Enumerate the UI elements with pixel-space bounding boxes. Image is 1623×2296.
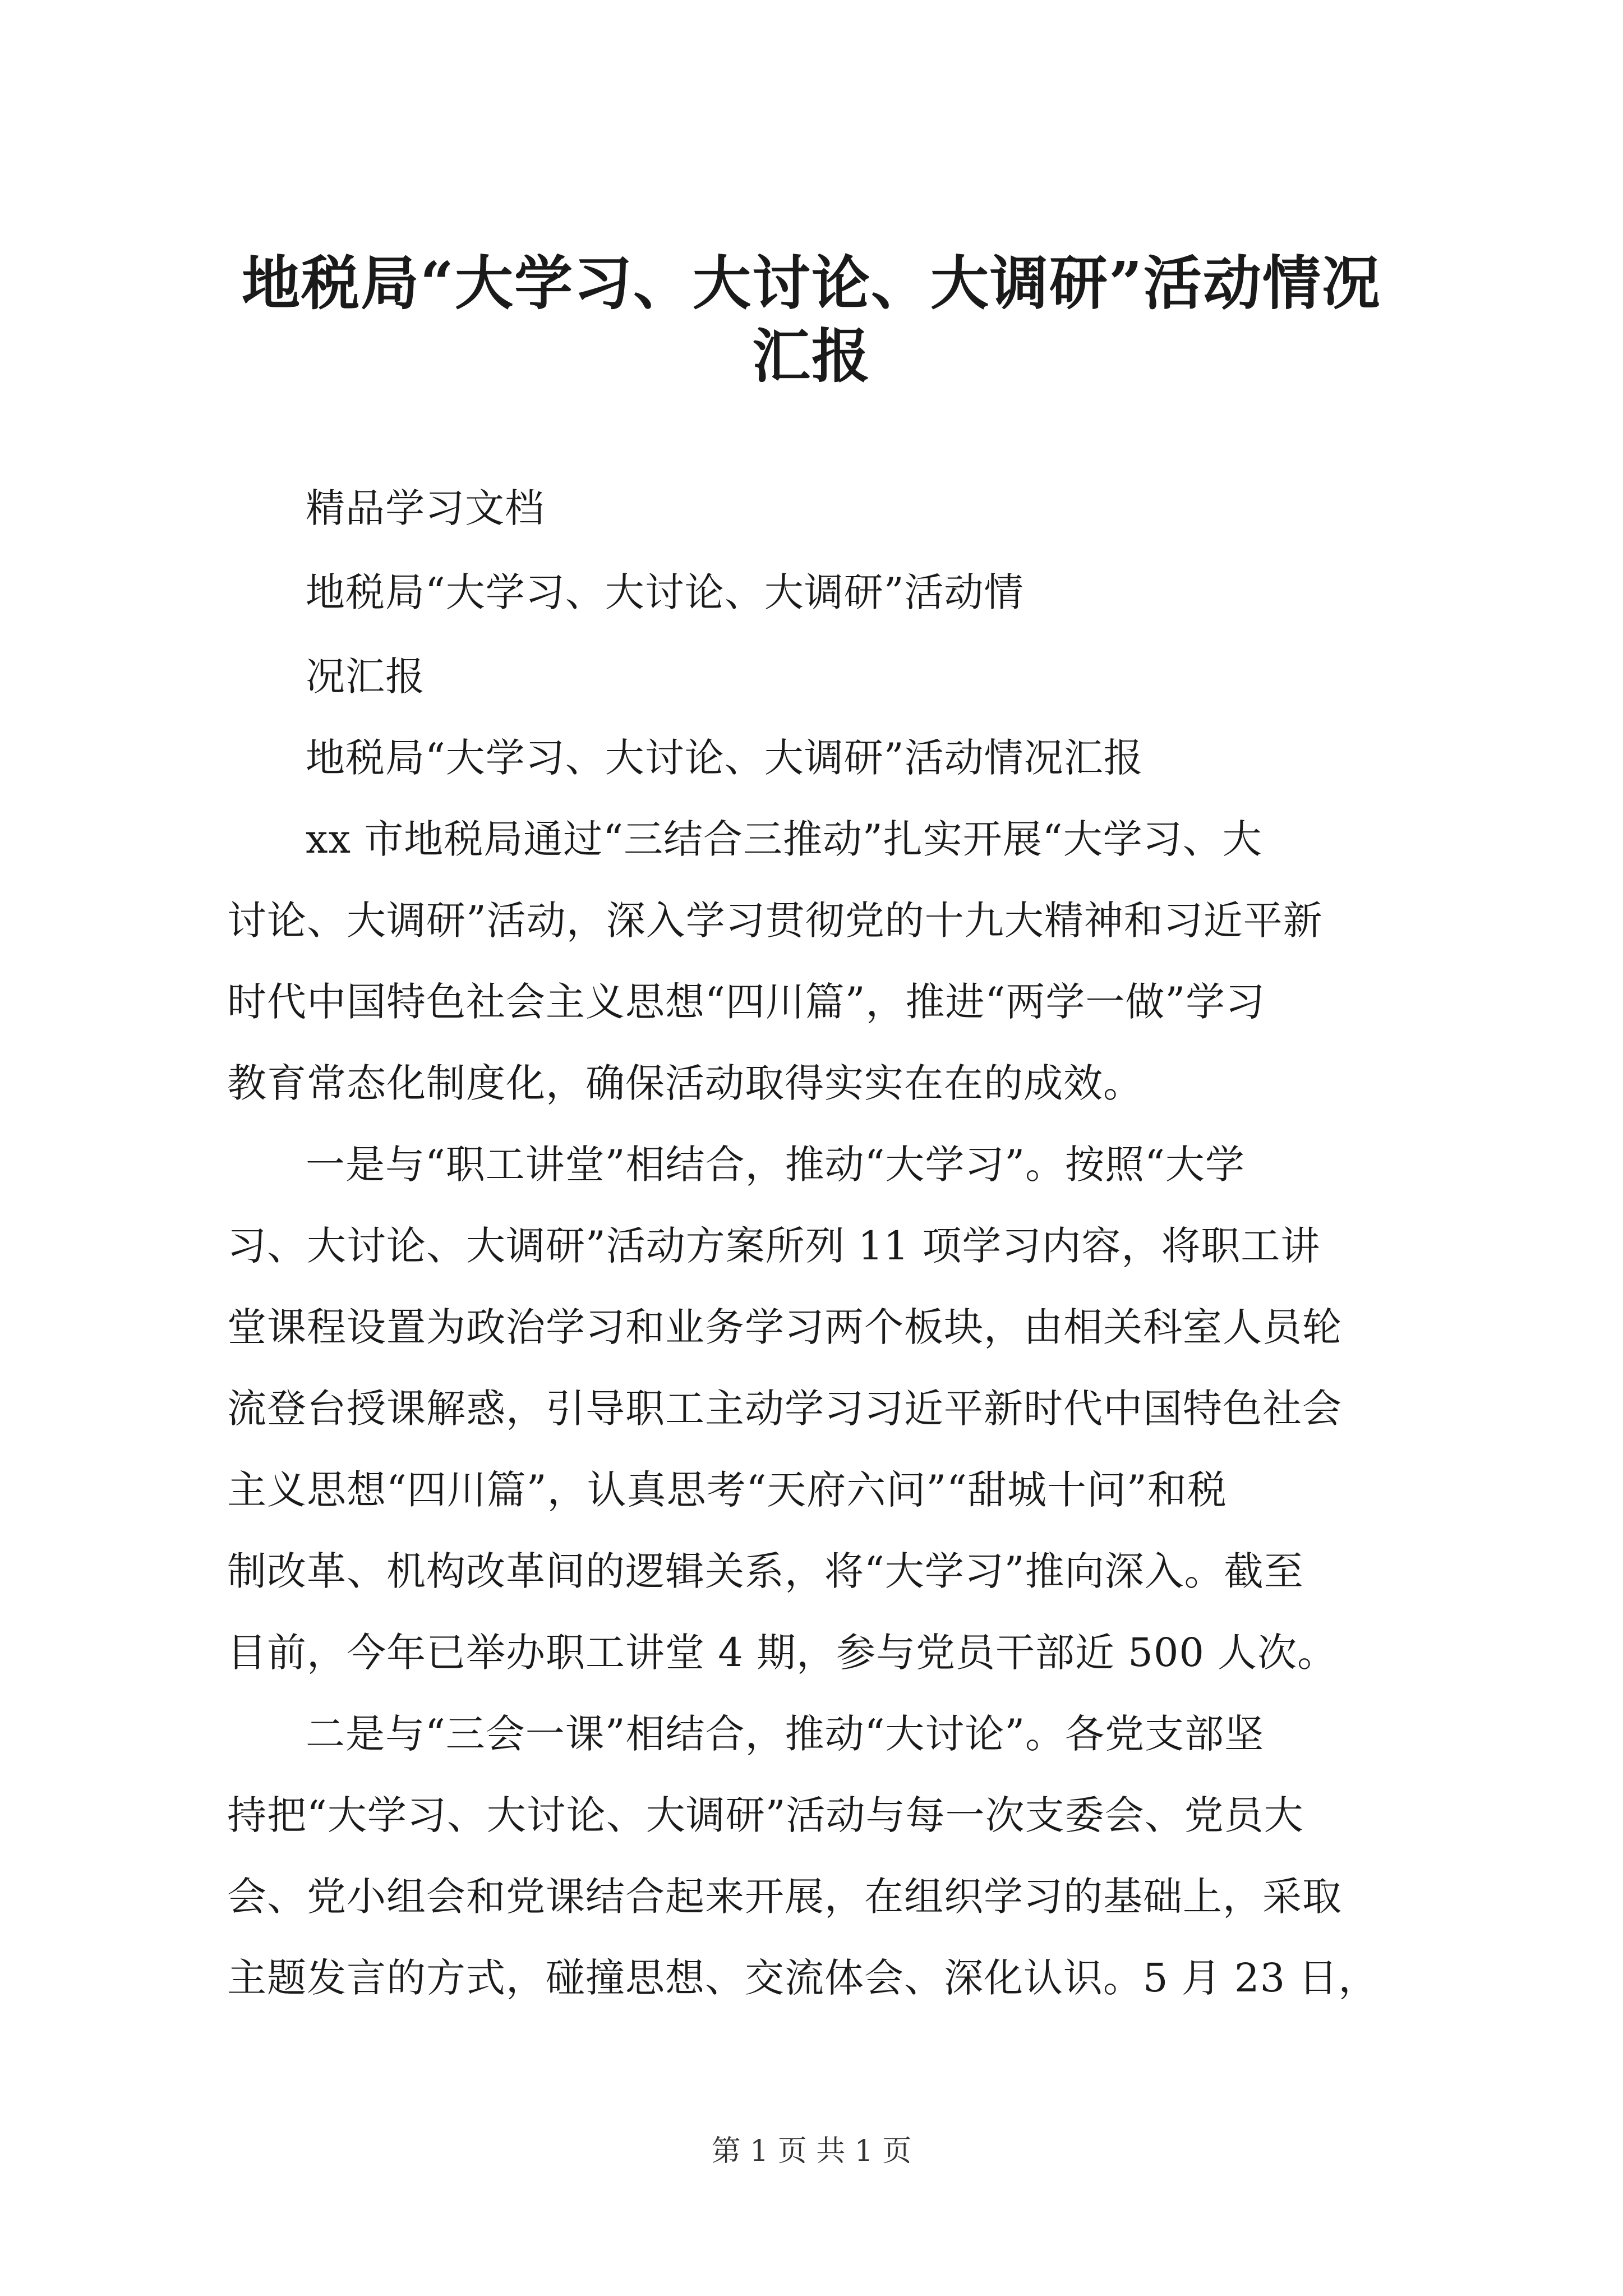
body-line: 持把“大学习、大讨论、大调研”活动与每一次支委会、党员大 bbox=[227, 1792, 1304, 1838]
title-line-2: 汇报 bbox=[751, 321, 871, 390]
body-line: 主题发言的方式，碰撞思想、交流体会、深化认识。5 月 23 日， bbox=[227, 1955, 1378, 2001]
body-line: xx 市地税局通过“三结合三推动”扎实开展“大学习、大 bbox=[306, 816, 1262, 862]
body-line: 地税局“大学习、大讨论、大调研”活动情况汇报 bbox=[306, 735, 1144, 781]
body-line: 堂课程设置为政治学习和业务学习两个板块，由相关科室人员轮 bbox=[227, 1304, 1342, 1350]
document-title bbox=[168, 247, 1455, 393]
body-line: 地税局“大学习、大讨论、大调研”活动情 bbox=[306, 569, 1024, 615]
body-line: 况汇报 bbox=[306, 654, 425, 700]
page-footer: 第 1 页 共 1 页 bbox=[711, 2134, 912, 2168]
title-line-1: 地税局“大学习、大讨论、大调研”活动情况 bbox=[242, 249, 1381, 318]
body-line: 讨论、大调研”活动，深入学习贯彻党的十九大精神和习近平新 bbox=[227, 898, 1323, 944]
body-line: 教育常态化制度化，确保活动取得实实在在的成效。 bbox=[227, 1060, 1143, 1106]
body-line: 制改革、机构改革间的逻辑关系，将“大学习”推向深入。截至 bbox=[227, 1548, 1304, 1594]
body-line: 目前，今年已举办职工讲堂 4 期，参与党员干部近 500 人次。 bbox=[227, 1630, 1338, 1676]
body-line: 流登台授课解惑，引导职工主动学习习近平新时代中国特色社会 bbox=[227, 1386, 1342, 1432]
body-line: 一是与“职工讲堂”相结合，推动“大学习”。按照“大学 bbox=[306, 1142, 1245, 1188]
body-line: 习、大讨论、大调研”活动方案所列 11 项学习内容，将职工讲 bbox=[227, 1223, 1321, 1269]
body-line: 时代中国特色社会主义思想“四川篇”，推进“两学一做”学习 bbox=[227, 979, 1266, 1025]
body-line: 二是与“三会一课”相结合，推动“大讨论”。各党支部坚 bbox=[306, 1711, 1265, 1757]
body-line: 会、党小组会和党课结合起来开展，在组织学习的基础上，采取 bbox=[227, 1874, 1342, 1920]
body-line: 主义思想“四川篇”，认真思考“天府六问”“甜城十问”和税 bbox=[227, 1467, 1227, 1513]
body-line: 精品学习文档 bbox=[306, 485, 545, 531]
